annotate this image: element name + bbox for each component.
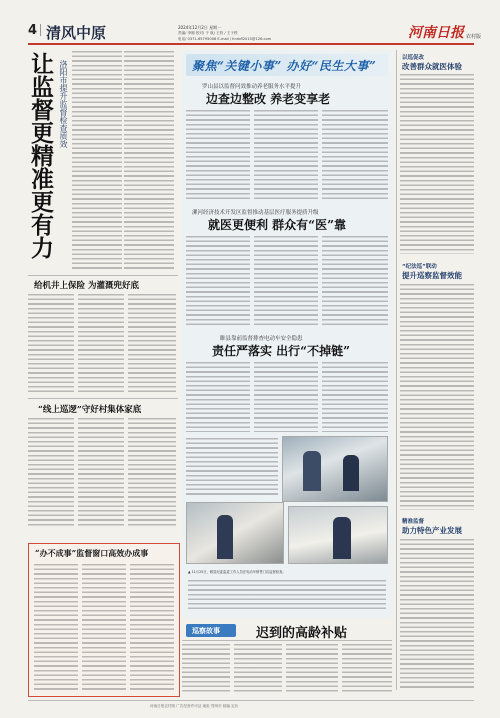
luoshan-title: 边查边整改 养老变享老 bbox=[206, 92, 331, 106]
luohe-body-col2 bbox=[254, 236, 318, 328]
window-body-col2 bbox=[82, 564, 126, 692]
lead-vertical-subtitle: 洛阳市提升监督检查质效 bbox=[59, 60, 68, 148]
poverty-body bbox=[400, 539, 474, 691]
patrol-body-col1 bbox=[28, 418, 74, 528]
luohe-body-col3 bbox=[322, 236, 388, 328]
luoshan-kicker: 罗山县以监督问效推动养老服务水平提升 bbox=[202, 84, 302, 90]
well-body-col2 bbox=[78, 294, 124, 394]
contact: 电话/ 0371-65795006 E-mail / hnrbfl2015@126.com bbox=[178, 37, 272, 41]
inspection-body bbox=[400, 284, 474, 510]
patrol-story-title: “线上巡逻”守好村集体家底 bbox=[38, 405, 142, 415]
lead-vertical-title: 让监督更精准更有力 bbox=[27, 52, 54, 259]
banner-title: 聚焦“关键小事” 办好“民生大事” bbox=[192, 59, 377, 73]
banner bbox=[186, 54, 388, 76]
photo-side-text bbox=[186, 438, 278, 498]
window-body-col1 bbox=[34, 564, 78, 692]
luoshan-body-col3 bbox=[322, 110, 388, 202]
luoshan-body-col1 bbox=[186, 110, 250, 202]
suixian-title: 责任严落实 出行“不掉链” bbox=[212, 344, 350, 358]
bottom-story-badge: 巡察故事 bbox=[186, 624, 236, 637]
suixian-body-col3 bbox=[322, 362, 388, 432]
luohe-kicker: 漯河经济技术开发区监督推动基层医疗服务提质升级 bbox=[192, 210, 319, 216]
masthead-rule bbox=[28, 43, 474, 45]
well-story-title: 给机井上保险 为灌溉兜好底 bbox=[34, 281, 139, 291]
page-number: 4 bbox=[28, 23, 38, 38]
luohe-title: 就医更便利 群众有“医”靠 bbox=[208, 218, 346, 232]
footer-text: 河南日报农村版 广告经营许可证 地址 郑州市 邮编 定价 bbox=[150, 704, 239, 708]
well-body-col3 bbox=[128, 294, 176, 394]
inspection-kicker: “纪法巡”联动 bbox=[402, 264, 437, 270]
section-title: 清风中原 bbox=[46, 24, 107, 42]
luoshan-body-col2 bbox=[254, 110, 318, 202]
masthead bbox=[0, 0, 500, 48]
poverty-title: 助力特色产业发展 bbox=[402, 526, 462, 535]
rural-title: 改善群众就医体验 bbox=[402, 62, 462, 71]
bottom-body-col4 bbox=[342, 644, 392, 692]
bottom-story-title: 迟到的高龄补贴 bbox=[256, 626, 348, 641]
news-photo-1 bbox=[282, 436, 388, 502]
bottom-body-col3 bbox=[286, 644, 338, 692]
rural-body bbox=[400, 74, 474, 254]
bottom-body-col1 bbox=[182, 644, 230, 692]
issue-date: 2024年12月2日 星期一 bbox=[178, 25, 222, 30]
special-section bbox=[182, 50, 392, 618]
rural-kicker: 以巡促改 bbox=[402, 55, 425, 61]
suixian-body-col2 bbox=[254, 362, 318, 432]
news-photo-3 bbox=[288, 506, 388, 564]
patrol-body-col3 bbox=[128, 418, 176, 528]
patrol-body-col2 bbox=[78, 418, 124, 528]
inspection-title: 提升巡察监督效能 bbox=[402, 271, 462, 280]
caption-lines bbox=[188, 580, 386, 610]
well-body-col1 bbox=[28, 294, 74, 394]
lead-body-col2 bbox=[124, 51, 174, 271]
window-body-col3 bbox=[130, 564, 174, 692]
photo-caption: ▲ 11月25日，睢县纪委监委工作人员在电动车销售门店监督检查。 bbox=[188, 570, 286, 574]
luohe-body-col1 bbox=[186, 236, 250, 328]
bottom-body-col2 bbox=[234, 644, 282, 692]
window-story-title: “办不成事”监督窗口高效办成事 bbox=[35, 548, 149, 558]
editors: 责编/ 李刚 校对/ 于 航/ 王钧 / 王子轶 bbox=[178, 31, 238, 35]
news-photo-2 bbox=[186, 502, 284, 564]
poverty-kicker: 精准监督 bbox=[402, 519, 425, 525]
suixian-body-col1 bbox=[186, 362, 250, 432]
paper-logo: 河南日报 农村版 bbox=[408, 25, 482, 41]
lead-body-col1 bbox=[72, 51, 122, 271]
suixian-kicker: 睢县靠前监督排查电动车安全隐患 bbox=[220, 336, 303, 342]
window-story-box bbox=[28, 543, 180, 697]
